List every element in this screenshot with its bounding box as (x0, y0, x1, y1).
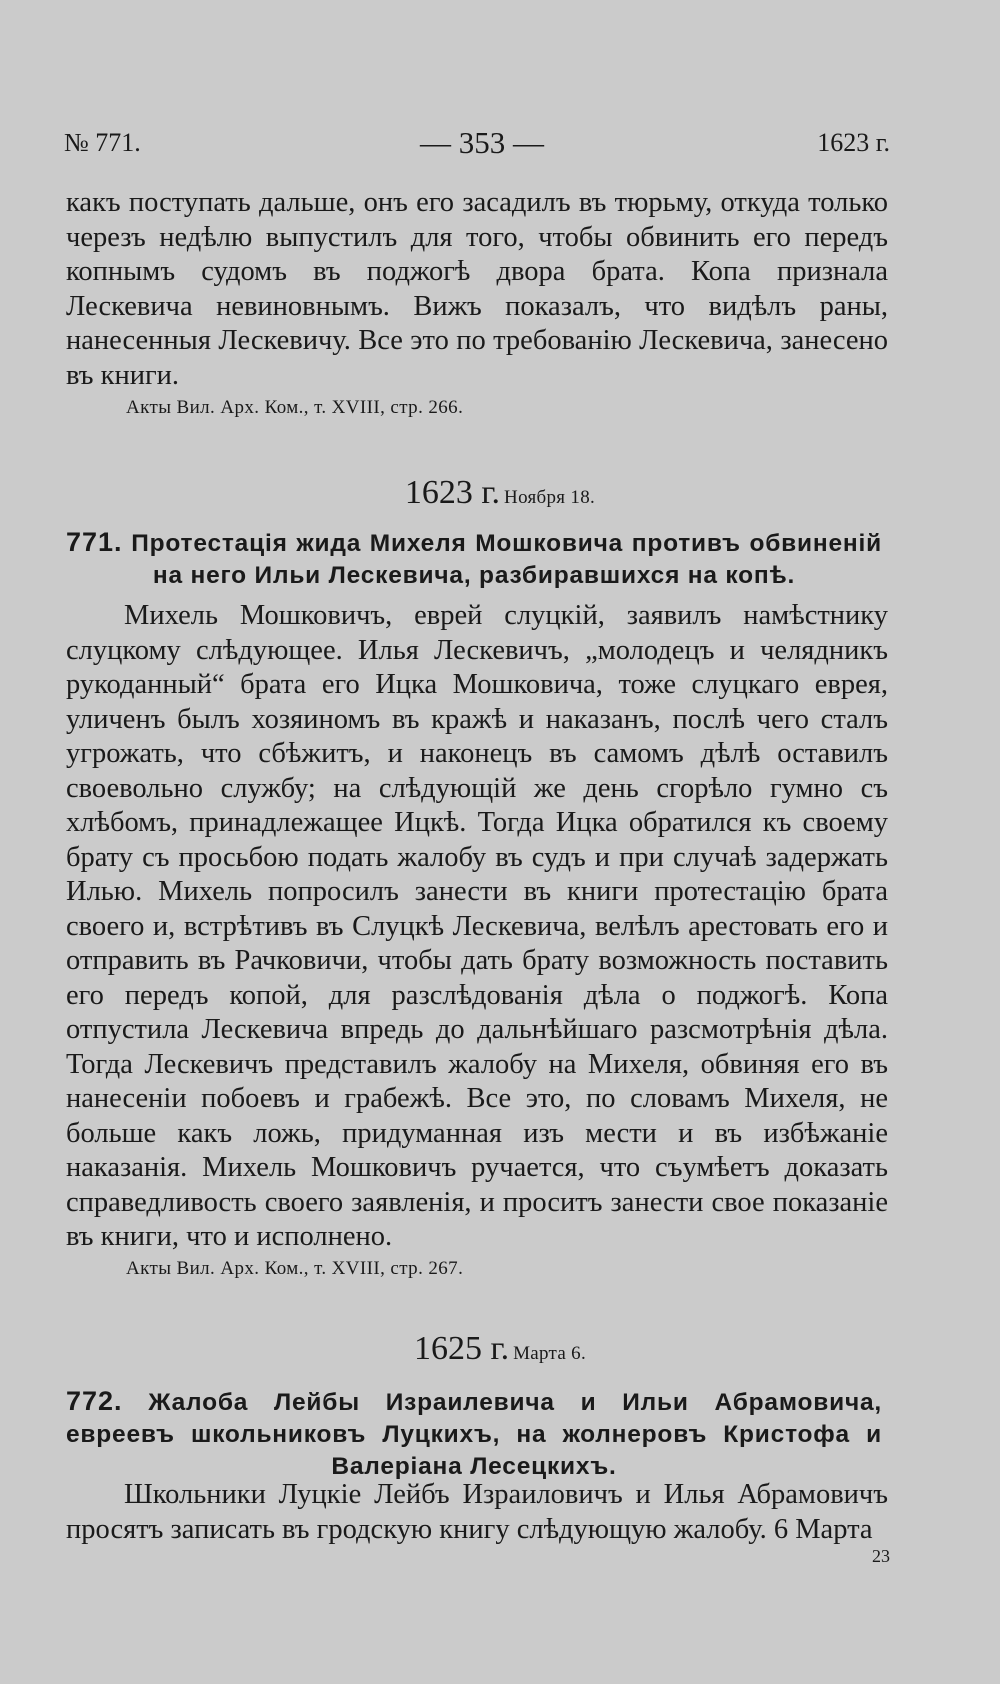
source-citation: Акты Вил. Арх. Ком., т. XVIII, стр. 266. (126, 397, 464, 418)
year-header: 1623 г. (817, 128, 890, 157)
running-head (64, 125, 890, 168)
entry-heading (66, 526, 882, 592)
signature-mark: 23 (872, 1546, 890, 1566)
entry-year: 1623 г. (404, 474, 501, 511)
continuation-block (66, 186, 888, 393)
source-citation: Акты Вил. Арх. Ком., т. XVIII, стр. 267. (126, 1258, 464, 1279)
entry-dateline (0, 474, 1000, 512)
entry-day: Марта 6. (513, 1343, 587, 1364)
entry-title: Жалоба Лейбы Израилевича и Ильи Абрамовича, евреевъ школьниковъ Луцкихъ, на жолнеровъ Кристофа и Валеріана Лесецкихъ. (66, 1389, 883, 1480)
page-number: — 353 — (420, 125, 544, 160)
entry-year: 1625 г. (413, 1330, 510, 1367)
entry-title: Протестація жида Михеля Мошковича противъ обвиненій на него Ильи Лескевича, разбиравшихся на копѣ. (131, 530, 882, 589)
entry-dateline (0, 1330, 1000, 1368)
entry-heading (66, 1385, 882, 1483)
entry-day: Ноября 18. (504, 487, 596, 508)
entry-paragraph: Михель Мошковичъ, еврей слуцкій, заявилъ намѣстнику слуцкому слѣдующее. Илья Лескевичъ, „молодецъ и челядникъ рукоданный“ брата его Ицка Мошковича, тоже слуцкаго еврея, уличенъ былъ хозяиномъ въ кражѣ и наказанъ, послѣ чего сталъ угрожать, что сбѣжитъ, и наконецъ въ самомъ дѣлѣ оставилъ своевольно службу; на слѣдующій же день сгорѣло гумно съ хлѣбомъ, принадлежащее Ицкѣ. Тогда Ицка обратился къ своему брату съ просьбою подать жалобу въ судъ и при случаѣ задержать Илью. Михель попросилъ занести въ книги протестацію брата своего и, встрѣтивъ въ Слуцкѣ Лескевича, велѣлъ арестовать его и отправить въ Рачковичи, чтобы дать брату возможность поставить его передъ копой, для разслѣдованія дѣла о поджогѣ. Копа отпустила Лескевича впредь до дальнѣйшаго разсмотрѣнія дѣла. Тогда Лескевичъ представилъ жалобу на Михеля, обвиняя его въ нанесеніи побоевъ и грабежѣ. Все это, по словамъ Михеля, не больше какъ ложь, придуманная изъ мести и въ избѣжаніе наказанія. Михель Мошковичъ ручается, что съумѣетъ доказать справедливость своего заявленія, и проситъ занести свое показаніе въ книги, что и исполнено. (66, 600, 888, 1252)
entry-paragraph: Школьники Луцкіе Лейбъ Израиловичъ и Илья Абрамовичъ просятъ записать въ гродскую книгу слѣдующую жалобу. 6 Марта (66, 1479, 888, 1545)
entry-number: 772. (66, 1386, 123, 1416)
entry-body (66, 599, 888, 1255)
entry-number: 771. (66, 527, 123, 557)
continuation-paragraph: какъ поступать дальше, онъ его засадилъ въ тюрьму, откуда только черезъ недѣлю выпустилъ для того, чтобы обвинить его передъ копнымъ судомъ въ поджогѣ двора брата. Копа признала Лескевича невиновнымъ. Вижъ показалъ, что видѣлъ раны, нанесенныя Лескевичу. Все это по требованію Лескевича, занесено въ книги. (66, 187, 888, 391)
entry-number-header: № 771. (64, 128, 141, 157)
entry-body (66, 1478, 888, 1547)
